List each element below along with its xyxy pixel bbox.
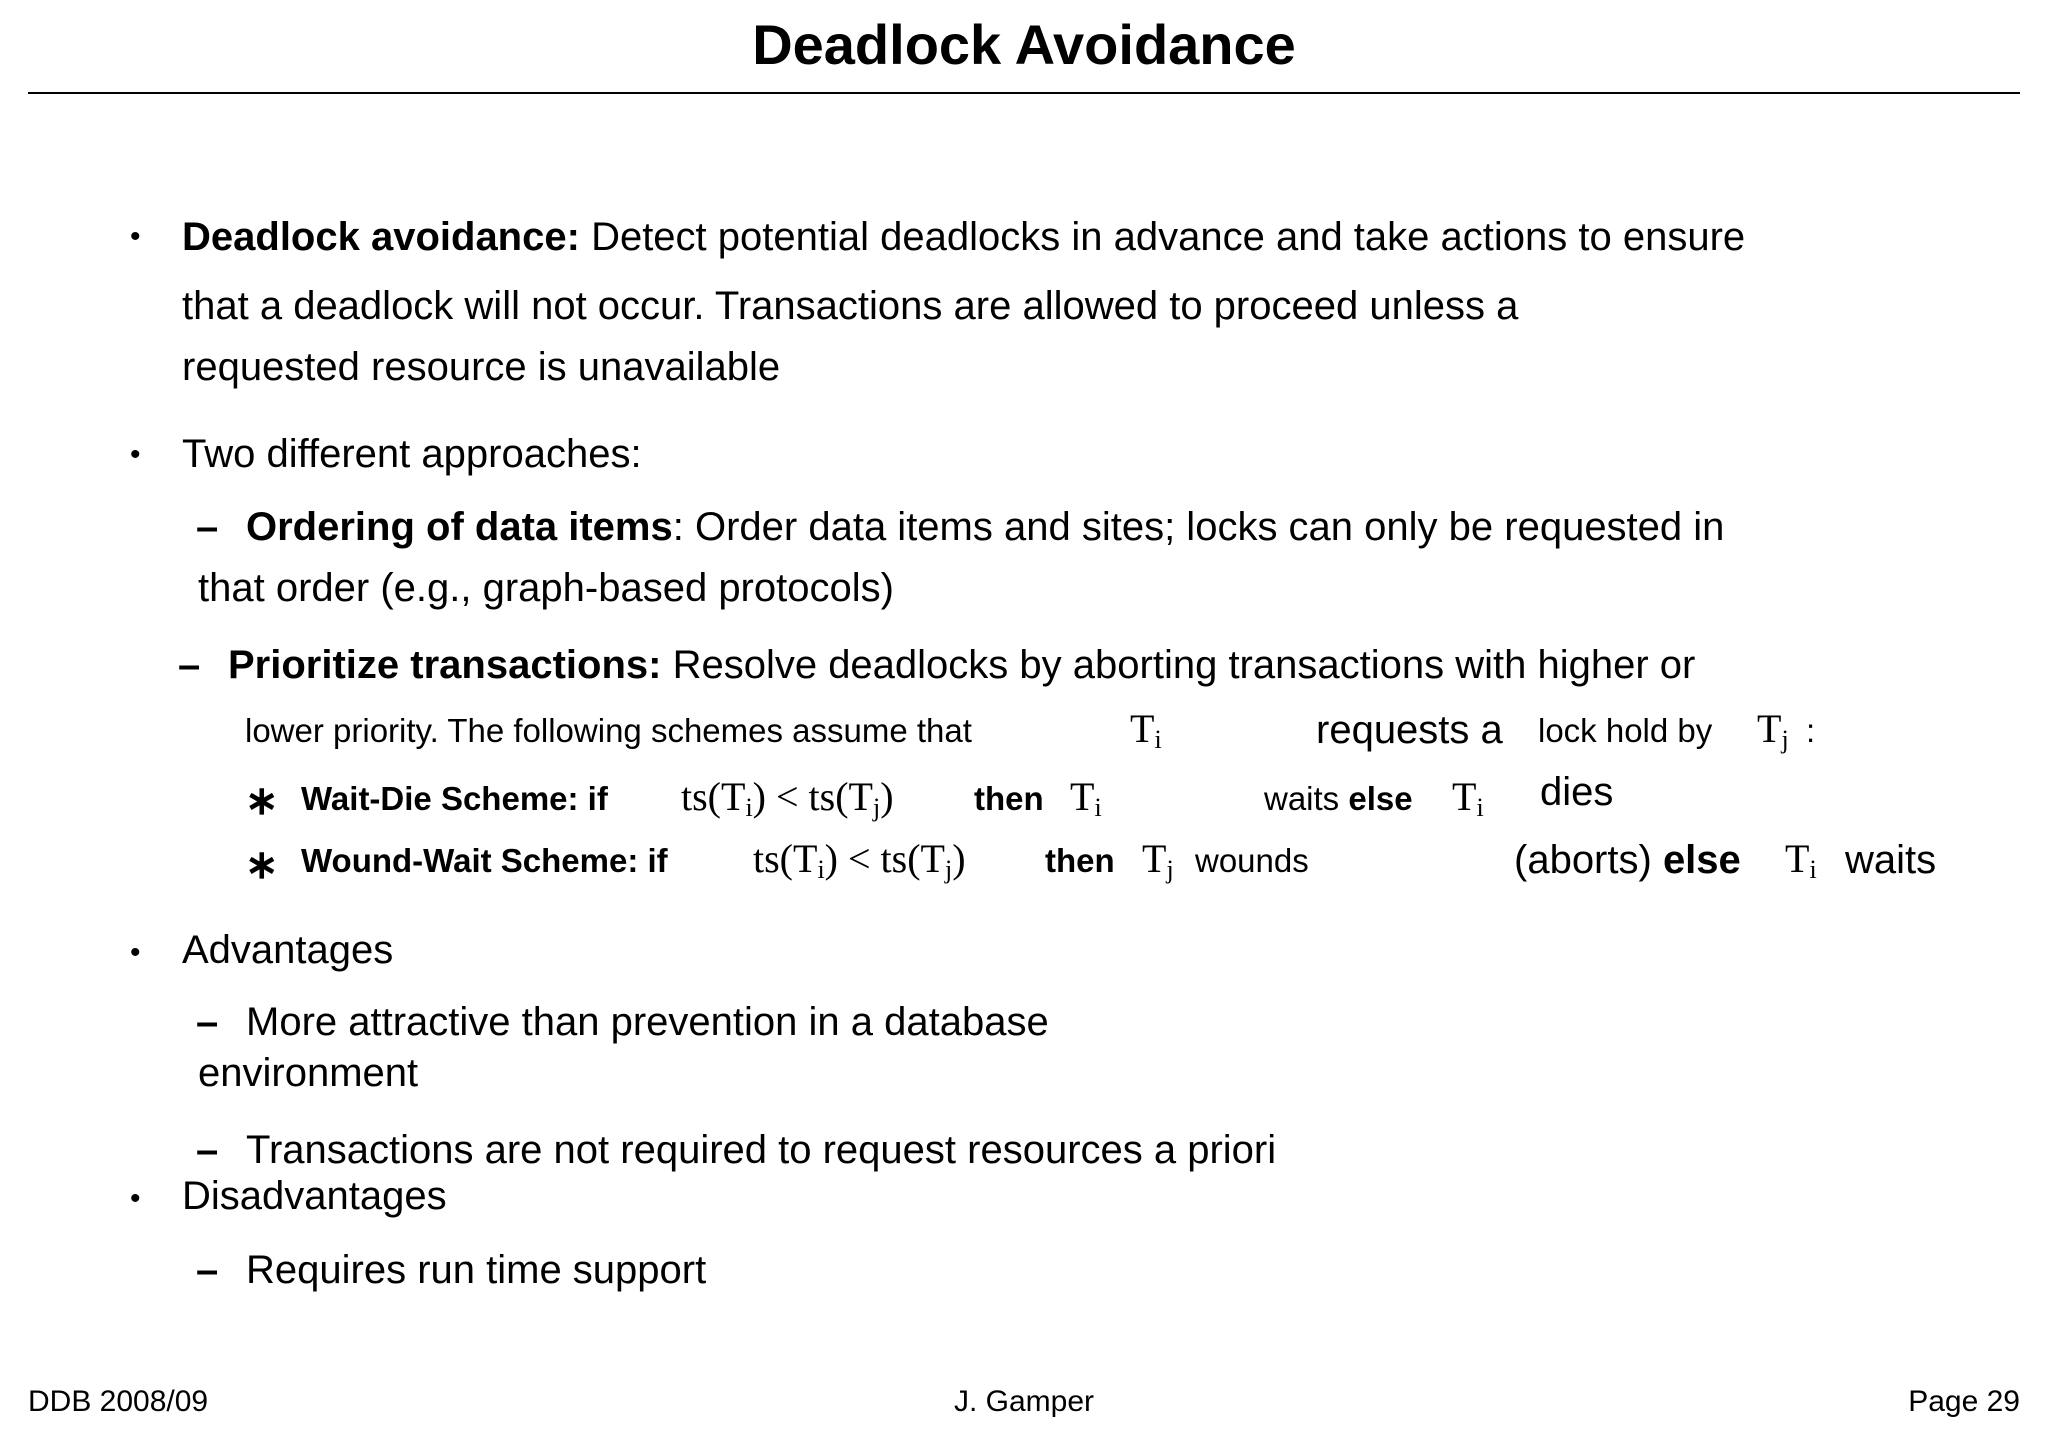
ti-base: T bbox=[1452, 774, 1477, 819]
avoidance-line1 bbox=[182, 215, 1745, 260]
approaches-heading: Two different approaches: bbox=[182, 432, 642, 476]
cond-close: ) bbox=[880, 774, 894, 819]
footer-author: J. Gamper bbox=[953, 1385, 1095, 1418]
aborts-text: (aborts) bbox=[1514, 838, 1652, 882]
ti-base: T bbox=[1130, 706, 1155, 751]
ordering-line1 bbox=[246, 505, 1724, 550]
tj-sub: j bbox=[1781, 725, 1789, 754]
bullet-icon: • bbox=[130, 1182, 141, 1215]
else-text: else bbox=[1662, 838, 1741, 882]
ti-sub: i bbox=[1154, 725, 1162, 754]
avoidance-term: Deadlock avoidance: bbox=[182, 215, 580, 259]
wait-die-ti bbox=[1070, 773, 1102, 823]
avoidance-line3: requested resource is unavailable bbox=[182, 345, 781, 389]
cond-mid: ) < ts(T bbox=[824, 836, 945, 881]
footer-course: DDB 2008/09 bbox=[28, 1385, 209, 1418]
cond-sub-i: i bbox=[817, 855, 825, 884]
disadvantage-item1: Requires run time support bbox=[246, 1248, 707, 1292]
advantages-heading: Advantages bbox=[182, 928, 394, 972]
dash-icon: – bbox=[196, 1000, 219, 1044]
cond-ts-open: ts(T bbox=[681, 774, 746, 819]
prioritize-text: Resolve deadlocks by aborting transactions with higher or bbox=[672, 643, 1696, 687]
ti-sub: i bbox=[1476, 793, 1484, 822]
ti-sub: i bbox=[1094, 793, 1102, 822]
tj-base: T bbox=[1757, 706, 1782, 751]
prioritize-term: Prioritize transactions: bbox=[228, 643, 662, 687]
cond-sub-i: i bbox=[745, 793, 753, 822]
avoidance-text: Detect potential deadlocks in advance and take actions to ensure bbox=[591, 215, 1746, 259]
advantage-item1-line1: More attractive than prevention in a database bbox=[246, 1000, 1049, 1044]
cond-close: ) bbox=[952, 836, 966, 881]
prioritize-line2-c: lock hold by bbox=[1538, 712, 1713, 749]
wait-die-then: then bbox=[974, 780, 1044, 817]
bullet-icon: • bbox=[130, 936, 141, 969]
disadvantages-heading: Disadvantages bbox=[182, 1174, 447, 1218]
else-text: else bbox=[1348, 780, 1413, 817]
prioritize-line2-b: requests a bbox=[1316, 708, 1503, 752]
prioritize-colon: : bbox=[1806, 712, 1816, 749]
cond-sub-j: j bbox=[944, 855, 953, 884]
star-icon: ∗ bbox=[245, 843, 279, 887]
wound-wait-tj bbox=[1142, 835, 1174, 885]
wait-die-dies: dies bbox=[1540, 770, 1614, 814]
prioritize-line2-a: lower priority. The following schemes assume that bbox=[245, 712, 972, 749]
ti-base: T bbox=[1785, 836, 1810, 881]
prioritize-line1 bbox=[228, 643, 1695, 688]
wound-wait-aborts bbox=[1514, 838, 1741, 883]
dash-icon: – bbox=[178, 643, 201, 687]
star-icon: ∗ bbox=[245, 779, 279, 823]
ordering-text: : Order data items and sites; locks can only be requested in bbox=[672, 505, 1725, 549]
footer-page-number: Page 29 bbox=[1908, 1385, 2020, 1418]
wound-wait-condition bbox=[753, 835, 966, 885]
wound-wait-waits: waits bbox=[1845, 838, 1937, 882]
ti-symbol bbox=[1130, 705, 1162, 755]
avoidance-line2: that a deadlock will not occur. Transactions are allowed to proceed unless a bbox=[182, 284, 1519, 328]
tj-base: T bbox=[1142, 836, 1167, 881]
dash-icon: – bbox=[196, 1248, 219, 1292]
ti-sub: i bbox=[1809, 855, 1817, 884]
ti-base: T bbox=[1070, 774, 1095, 819]
title-divider bbox=[28, 92, 2020, 94]
page-title: Deadlock Avoidance bbox=[752, 13, 1296, 76]
cond-ts-open: ts(T bbox=[753, 836, 818, 881]
cond-mid: ) < ts(T bbox=[752, 774, 873, 819]
wait-die-label: Wait-Die Scheme: if bbox=[301, 780, 608, 817]
wound-wait-label: Wound-Wait Scheme: if bbox=[301, 842, 668, 879]
wait-die-ti-2 bbox=[1452, 773, 1484, 823]
bullet-icon: • bbox=[130, 220, 141, 253]
waits-text: waits bbox=[1264, 780, 1340, 817]
advantage-item2: Transactions are not required to request resources a priori bbox=[246, 1128, 1277, 1172]
cond-sub-j: j bbox=[872, 793, 881, 822]
advantage-item1-line2: environment bbox=[198, 1051, 419, 1095]
wait-die-condition bbox=[681, 773, 894, 823]
tj-sub: j bbox=[1166, 855, 1174, 884]
ordering-term: Ordering of data items bbox=[246, 505, 673, 549]
wound-wait-then: then bbox=[1045, 842, 1115, 879]
ordering-line2: that order (e.g., graph-based protocols) bbox=[198, 566, 894, 610]
wound-wait-wounds: wounds bbox=[1195, 842, 1309, 879]
wound-wait-ti bbox=[1785, 835, 1817, 885]
wait-die-waits bbox=[1264, 780, 1413, 818]
bullet-icon: • bbox=[130, 438, 141, 471]
dash-icon: – bbox=[196, 1128, 219, 1172]
dash-icon: – bbox=[196, 505, 219, 549]
tj-symbol bbox=[1757, 705, 1789, 755]
